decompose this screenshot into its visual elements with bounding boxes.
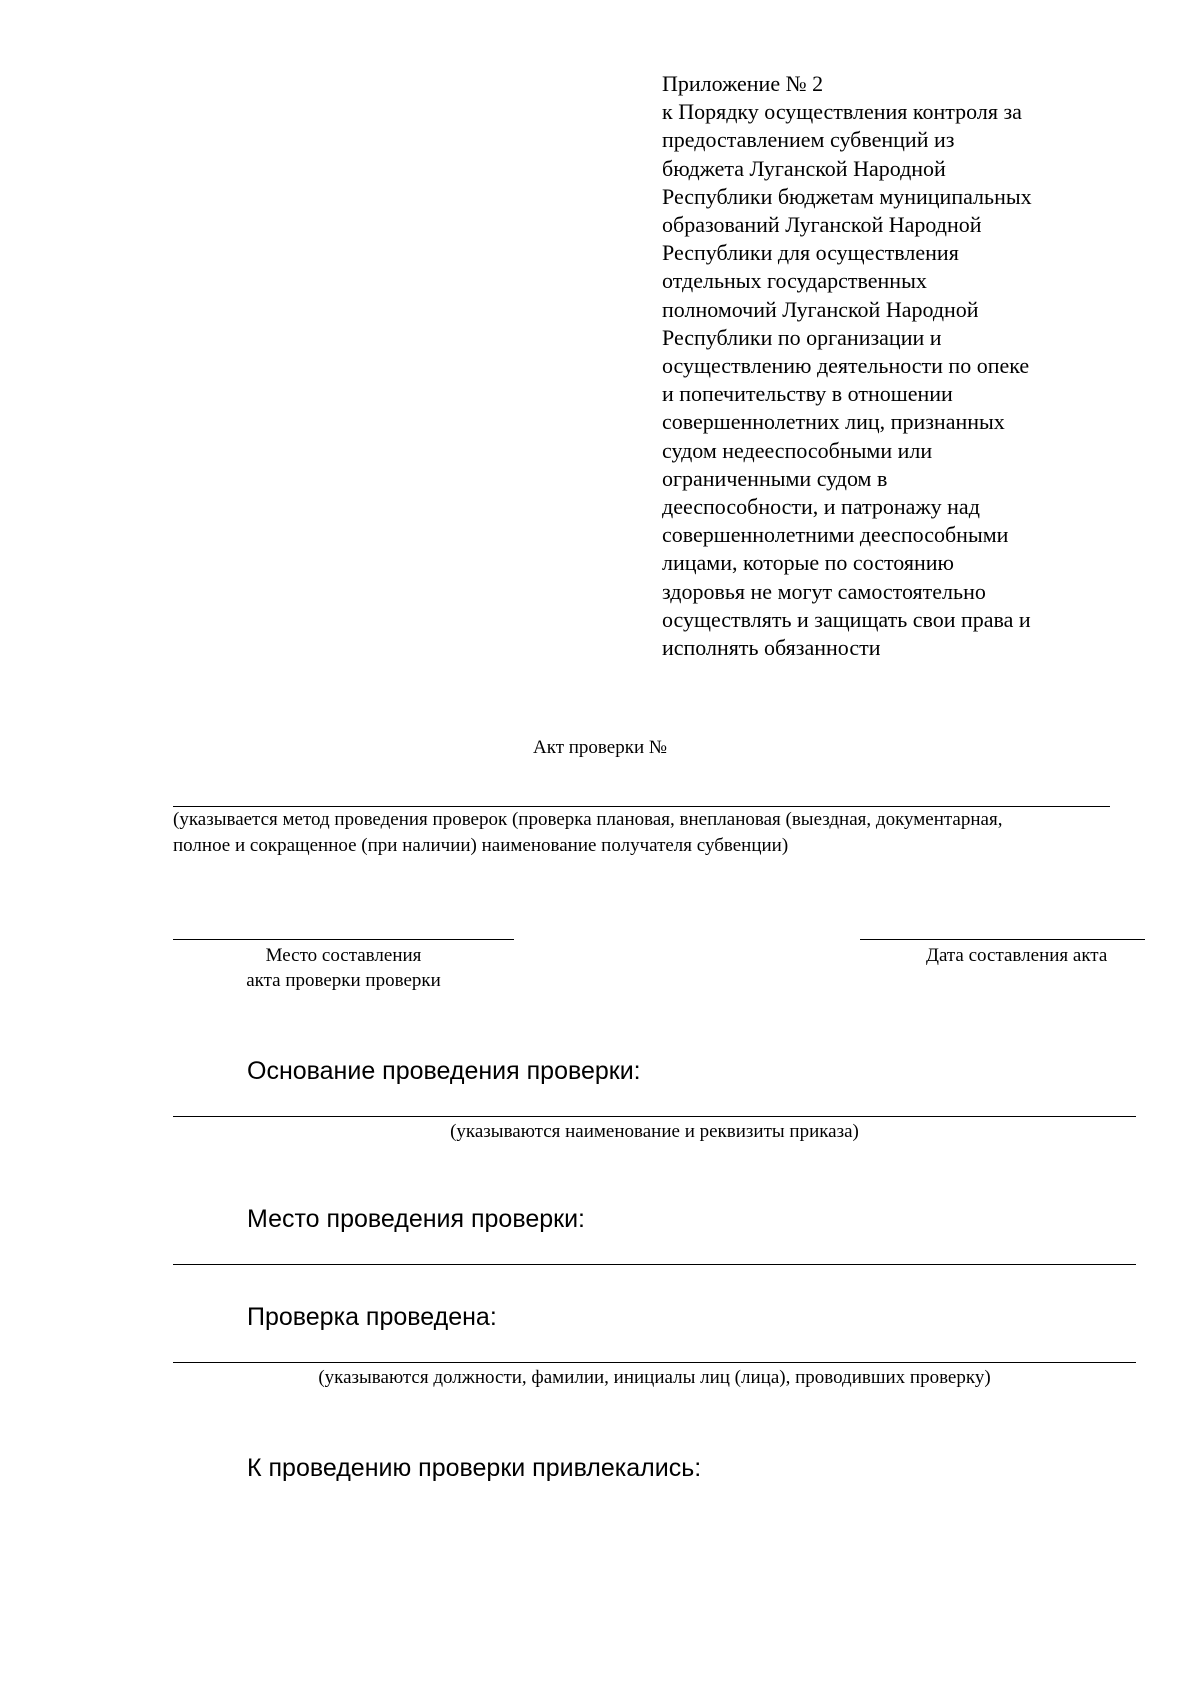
- appendix-line: лицами, которые по состоянию: [662, 550, 954, 576]
- date-fill-line: [860, 939, 1145, 940]
- appendix-line: Республики для осуществления: [662, 240, 959, 266]
- method-fill-line: [173, 806, 1110, 807]
- basis-heading: Основание проведения проверки:: [247, 1057, 641, 1085]
- appendix-line: осуществлять и защищать свои права и: [662, 606, 1031, 632]
- appendix-line: образований Луганской Народной: [662, 212, 982, 238]
- appendix-line: совершеннолетними дееспособными: [662, 522, 1009, 548]
- conducted-heading: Проверка проведена:: [247, 1303, 497, 1331]
- appendix-line: Республики бюджетам муниципальных: [662, 183, 1032, 209]
- appendix-line: Республики по организации и: [662, 324, 942, 350]
- method-note-line2: полное и сокращенное (при наличии) наименование получателя субвенции): [173, 835, 789, 856]
- date-label: Дата составления акта: [926, 945, 1108, 966]
- appendix-line: полномочий Луганской Народной: [662, 296, 979, 322]
- place-label-line1: Место составления: [265, 945, 422, 966]
- appendix-line: исполнять обязанности: [662, 635, 881, 661]
- appendix-line: бюджета Луганской Народной: [662, 155, 946, 181]
- act-title: Акт проверки №: [533, 737, 667, 758]
- place-fill-line: [173, 939, 514, 940]
- appendix-line: к Порядку осуществления контроля за: [662, 99, 1022, 125]
- appendix-line: отдельных государственных: [662, 268, 927, 294]
- appendix-line: Приложение № 2: [662, 71, 824, 96]
- appendix-line: дееспособности, и патронажу над: [662, 494, 980, 520]
- involved-heading: К проведению проверки привлекались:: [247, 1454, 702, 1482]
- location-heading: Место проведения проверки:: [247, 1205, 585, 1233]
- conducted-note: (указываются должности, фамилии, инициалы лиц (лица), проводивших проверку): [318, 1367, 991, 1388]
- appendix-line: здоровья не могут самостоятельно: [662, 578, 986, 604]
- method-note-line1: (указывается метод проведения проверок (проверка плановая, внеплановая (выездная, документарная,: [173, 809, 1003, 830]
- conducted-fill-line: [173, 1362, 1136, 1363]
- location-fill-line: [173, 1264, 1136, 1265]
- basis-note: (указываются наименование и реквизиты приказа): [450, 1121, 859, 1142]
- appendix-line: предоставлением субвенций из: [662, 127, 955, 153]
- appendix-line: судом недееспособными или: [662, 437, 933, 463]
- appendix-line: осуществлению деятельности по опеке: [662, 353, 1030, 379]
- place-label-line2: акта проверки проверки: [246, 970, 441, 991]
- appendix-line: и попечительству в отношении: [662, 381, 953, 407]
- basis-fill-line: [173, 1116, 1136, 1117]
- appendix-line: совершеннолетних лиц, признанных: [662, 409, 1005, 435]
- appendix-header: [662, 70, 1132, 662]
- appendix-line: ограниченными судом в: [662, 465, 888, 491]
